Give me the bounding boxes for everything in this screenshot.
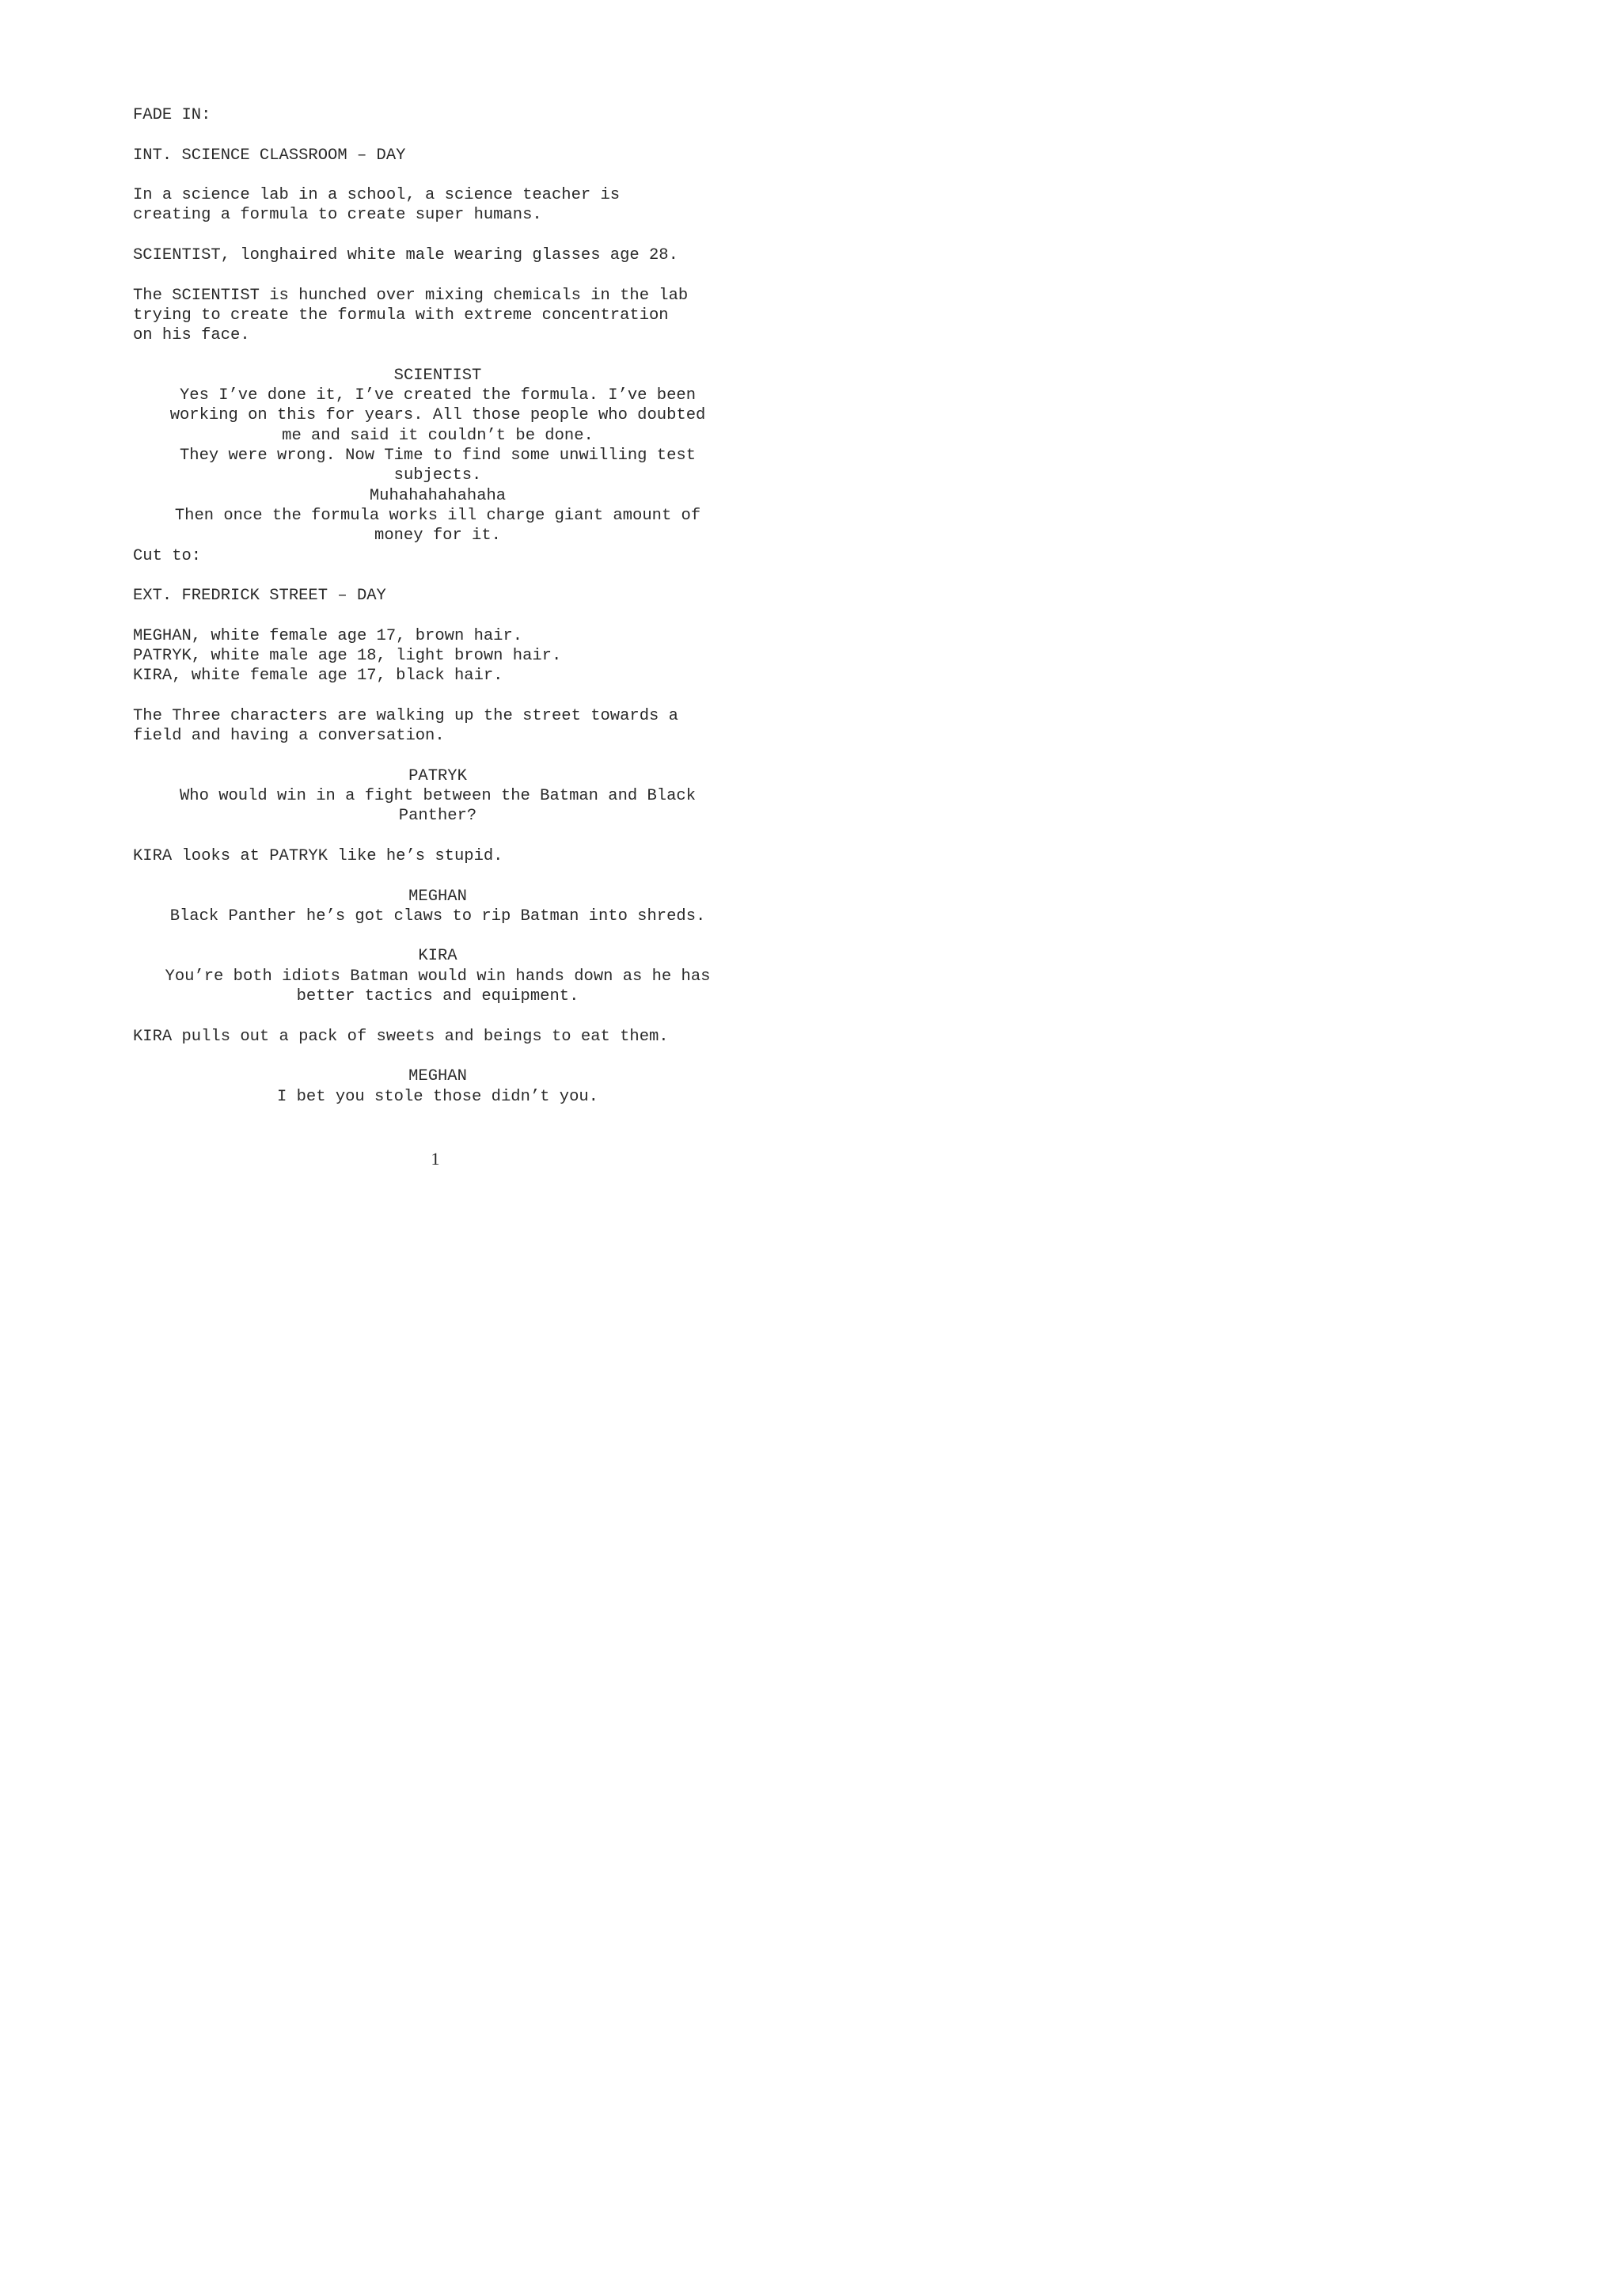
action-line: KIRA pulls out a pack of sweets and beings to eat them. xyxy=(133,1027,669,1046)
action-line: The SCIENTIST is hunched over mixing chemicals in the lab xyxy=(133,286,689,305)
screenplay-page xyxy=(0,0,871,1232)
action-line: SCIENTIST, longhaired white male wearing glasses age 28. xyxy=(133,246,678,265)
dialogue-line: Black Panther he’s got claws to rip Batman into shreds. xyxy=(169,907,706,926)
character-intro-line: KIRA, white female age 17, black hair. xyxy=(133,667,503,686)
cut-to-transition: Cut to: xyxy=(133,546,202,565)
character-name: MEGHAN xyxy=(408,887,467,906)
dialogue-line: better tactics and equipment. xyxy=(296,987,579,1006)
dialogue-block-kira xyxy=(133,946,742,1006)
scene-heading-fredrick-street: EXT. FREDRICK STREET – DAY xyxy=(133,587,386,606)
dialogue-line: subjects. xyxy=(393,466,482,485)
dialogue-line: You’re both idiots Batman would win hands down as he has xyxy=(165,967,711,986)
dialogue-line: Panther? xyxy=(398,807,477,826)
character-name: MEGHAN xyxy=(408,1067,467,1086)
action-line: KIRA looks at PATRYK like he’s stupid. xyxy=(133,846,503,865)
action-line: trying to create the formula with extreme concentration xyxy=(133,306,669,325)
scene-heading-science-classroom: INT. SCIENCE CLASSROOM – DAY xyxy=(133,146,406,165)
dialogue-block-meghan xyxy=(133,887,742,927)
character-name: KIRA xyxy=(418,947,457,966)
character-intro-line: PATRYK, white male age 18, light brown hair. xyxy=(133,647,562,666)
dialogue-block-scientist xyxy=(133,366,742,546)
dialogue-block-patryk xyxy=(133,766,742,827)
action-line: In a science lab in a school, a science teacher is xyxy=(133,186,621,205)
dialogue-line: Then once the formula works ill charge giant amount of xyxy=(174,506,701,525)
character-intro-line: MEGHAN, white female age 17, brown hair. xyxy=(133,626,523,645)
character-name: SCIENTIST xyxy=(393,366,482,385)
dialogue-line: Who would win in a fight between the Batman and Black xyxy=(179,787,696,806)
action-line: field and having a conversation. xyxy=(133,727,445,746)
fade-in-transition: FADE IN: xyxy=(133,106,211,124)
dialogue-line: They were wrong. Now Time to find some unwilling test xyxy=(179,447,696,466)
dialogue-block-meghan-2 xyxy=(133,1066,742,1107)
action-line: creating a formula to create super humans. xyxy=(133,206,542,225)
screenplay-body xyxy=(133,105,742,1107)
dialogue-line: I bet you stole those didn’t you. xyxy=(277,1087,598,1106)
character-name: PATRYK xyxy=(408,766,467,785)
action-line: on his face. xyxy=(133,326,250,345)
dialogue-line: Muhahahahahaha xyxy=(369,486,507,505)
dialogue-line: working on this for years. All those people who doubted xyxy=(169,406,706,425)
dialogue-line: Yes I’ve done it, I’ve created the formula. I’ve been xyxy=(179,386,696,405)
action-line: The Three characters are walking up the street towards a xyxy=(133,706,678,725)
dialogue-line: me and said it couldn’t be done. xyxy=(282,426,594,445)
dialogue-line: money for it. xyxy=(374,526,501,545)
page-number: 1 xyxy=(431,1149,440,1169)
